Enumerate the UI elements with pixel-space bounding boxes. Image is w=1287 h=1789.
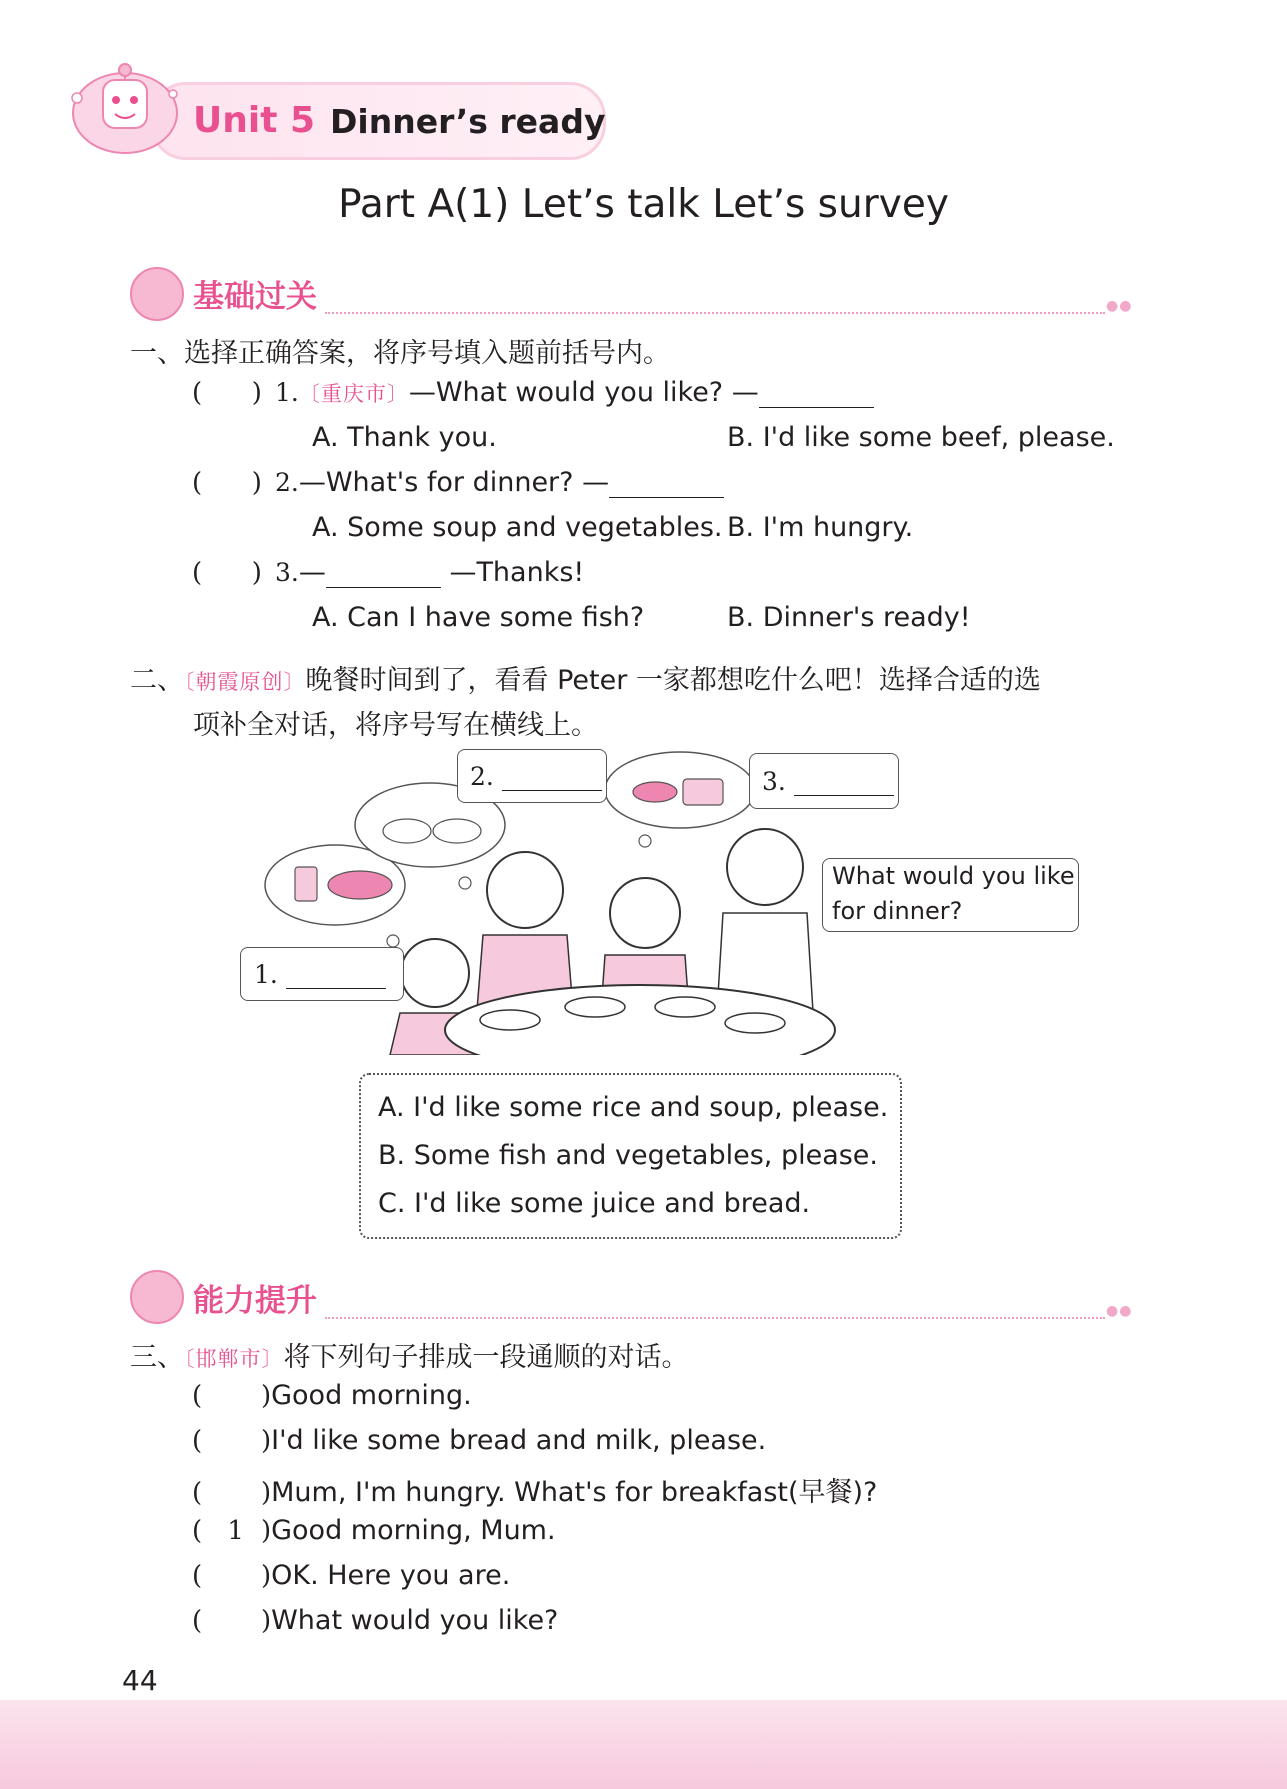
section-badge-icon (130, 267, 184, 321)
section-title-basic: 基础过关 (193, 279, 317, 315)
part-title: Part A(1) Let’s talk Let’s survey (338, 182, 949, 227)
q1-item-3 (275, 557, 584, 588)
option-b: B. Some fish and vegetables, please. (378, 1140, 879, 1171)
unit-label: Unit 5 (193, 100, 315, 141)
q1-item-1 (275, 377, 874, 408)
q3-item-text: What would you like? (271, 1605, 559, 1636)
speech-bubble-3-content (762, 767, 894, 796)
answer-paren[interactable]: ( ) (192, 1478, 272, 1508)
q1-item-2-option-b: B. I'm hungry. (727, 512, 914, 543)
section-title-advanced: 能力提升 (193, 1283, 317, 1319)
page-number: 44 (122, 1664, 158, 1697)
section-divider (325, 312, 1105, 314)
item-after: —Thanks! (440, 557, 585, 588)
answer-blank[interactable] (502, 768, 602, 791)
answer-paren[interactable]: ( ) (192, 558, 262, 588)
dots-decoration-icon: ●● (1106, 298, 1133, 314)
q3-item (192, 1560, 510, 1591)
option-a: A. I'd like some rice and soup, please. (378, 1092, 889, 1123)
q3-prefix: 三、 (130, 1342, 184, 1373)
item-number: 2. (275, 468, 299, 497)
answer-blank[interactable] (609, 471, 724, 498)
q3-item-text: OK. Here you are. (271, 1560, 511, 1591)
answer-blank[interactable] (286, 966, 386, 989)
source-tag: 〔邯郸市〕 (184, 1347, 284, 1371)
q1-item-2 (275, 467, 724, 498)
speech-line-1: What would you like (832, 862, 1075, 890)
q3-item (192, 1380, 472, 1411)
q1-item-3-option-a: A. Can I have some fish? (312, 602, 645, 633)
answer-paren[interactable]: ( ) (192, 1606, 272, 1636)
answer-paren[interactable]: ( ) (192, 1426, 272, 1456)
section-badge-icon (130, 1270, 184, 1324)
q2-prefix: 二、 (130, 665, 184, 696)
answer-paren[interactable]: ( ) (192, 378, 262, 408)
q3-item (192, 1425, 766, 1456)
item-prompt: — (298, 557, 326, 588)
speech-bubble-2-content (470, 762, 602, 791)
q3-item-text: Good morning, Mum. (271, 1515, 556, 1546)
answer-paren[interactable]: ( ) (192, 1381, 272, 1411)
answer-blank[interactable] (326, 561, 441, 588)
dots-decoration-icon: ●● (1106, 1303, 1133, 1319)
q1-heading: 一、选择正确答案，将序号填入题前括号内。 (130, 338, 670, 369)
q3-item-text: I'd like some bread and milk, please. (271, 1425, 767, 1456)
answer-value: 1 (227, 1516, 244, 1546)
bubble-number: 2. (470, 762, 494, 791)
source-tag: 〔重庆市〕 (298, 382, 409, 406)
speech-bubble-1-content (254, 960, 386, 989)
item-prompt: —What would you like? — (408, 377, 759, 408)
speech-line-2: for dinner? (832, 897, 963, 925)
bubble-number: 1. (254, 960, 278, 989)
q2-heading-line2: 项补全对话，将序号写在横线上。 (193, 710, 598, 741)
answer-paren[interactable]: ( 1 ) (192, 1516, 272, 1546)
q1-item-1-option-b: B. I'd like some beef, please. (727, 422, 1115, 453)
source-tag: 〔朝霞原创〕 (184, 670, 306, 694)
option-c: C. I'd like some juice and bread. (378, 1188, 811, 1219)
q3-heading (130, 1335, 689, 1374)
q2-heading (130, 658, 1041, 697)
answer-paren[interactable]: ( ) (192, 1561, 272, 1591)
item-number: 3. (275, 558, 299, 587)
q2-heading-line1: 晚餐时间到了，看看 Peter 一家都想吃什么吧！选择合适的选 (305, 665, 1041, 696)
q3-item (192, 1515, 556, 1546)
q3-item-text: Mum, I'm hungry. What's for breakfast(早餐)? (271, 1477, 878, 1508)
footer-band (0, 1700, 1287, 1789)
bubble-number: 3. (762, 767, 786, 796)
q1-item-2-option-a: A. Some soup and vegetables. (312, 512, 723, 543)
q3-item (192, 1470, 877, 1509)
item-number: 1. (275, 378, 299, 407)
answer-paren[interactable]: ( ) (192, 468, 262, 498)
item-prompt: —What's for dinner? — (298, 467, 610, 498)
q3-heading-text: 将下列句子排成一段通顺的对话。 (283, 1342, 689, 1373)
unit-title: Dinner’s ready (330, 102, 606, 141)
q1-item-3-option-b: B. Dinner's ready! (727, 602, 971, 633)
answer-blank[interactable] (794, 773, 894, 796)
answer-blank[interactable] (759, 381, 874, 408)
q3-item-text: Good morning. (271, 1380, 472, 1411)
section-divider (325, 1317, 1105, 1319)
mascot-illustration (55, 58, 195, 158)
q3-item (192, 1605, 558, 1636)
q1-item-1-option-a: A. Thank you. (312, 422, 497, 453)
